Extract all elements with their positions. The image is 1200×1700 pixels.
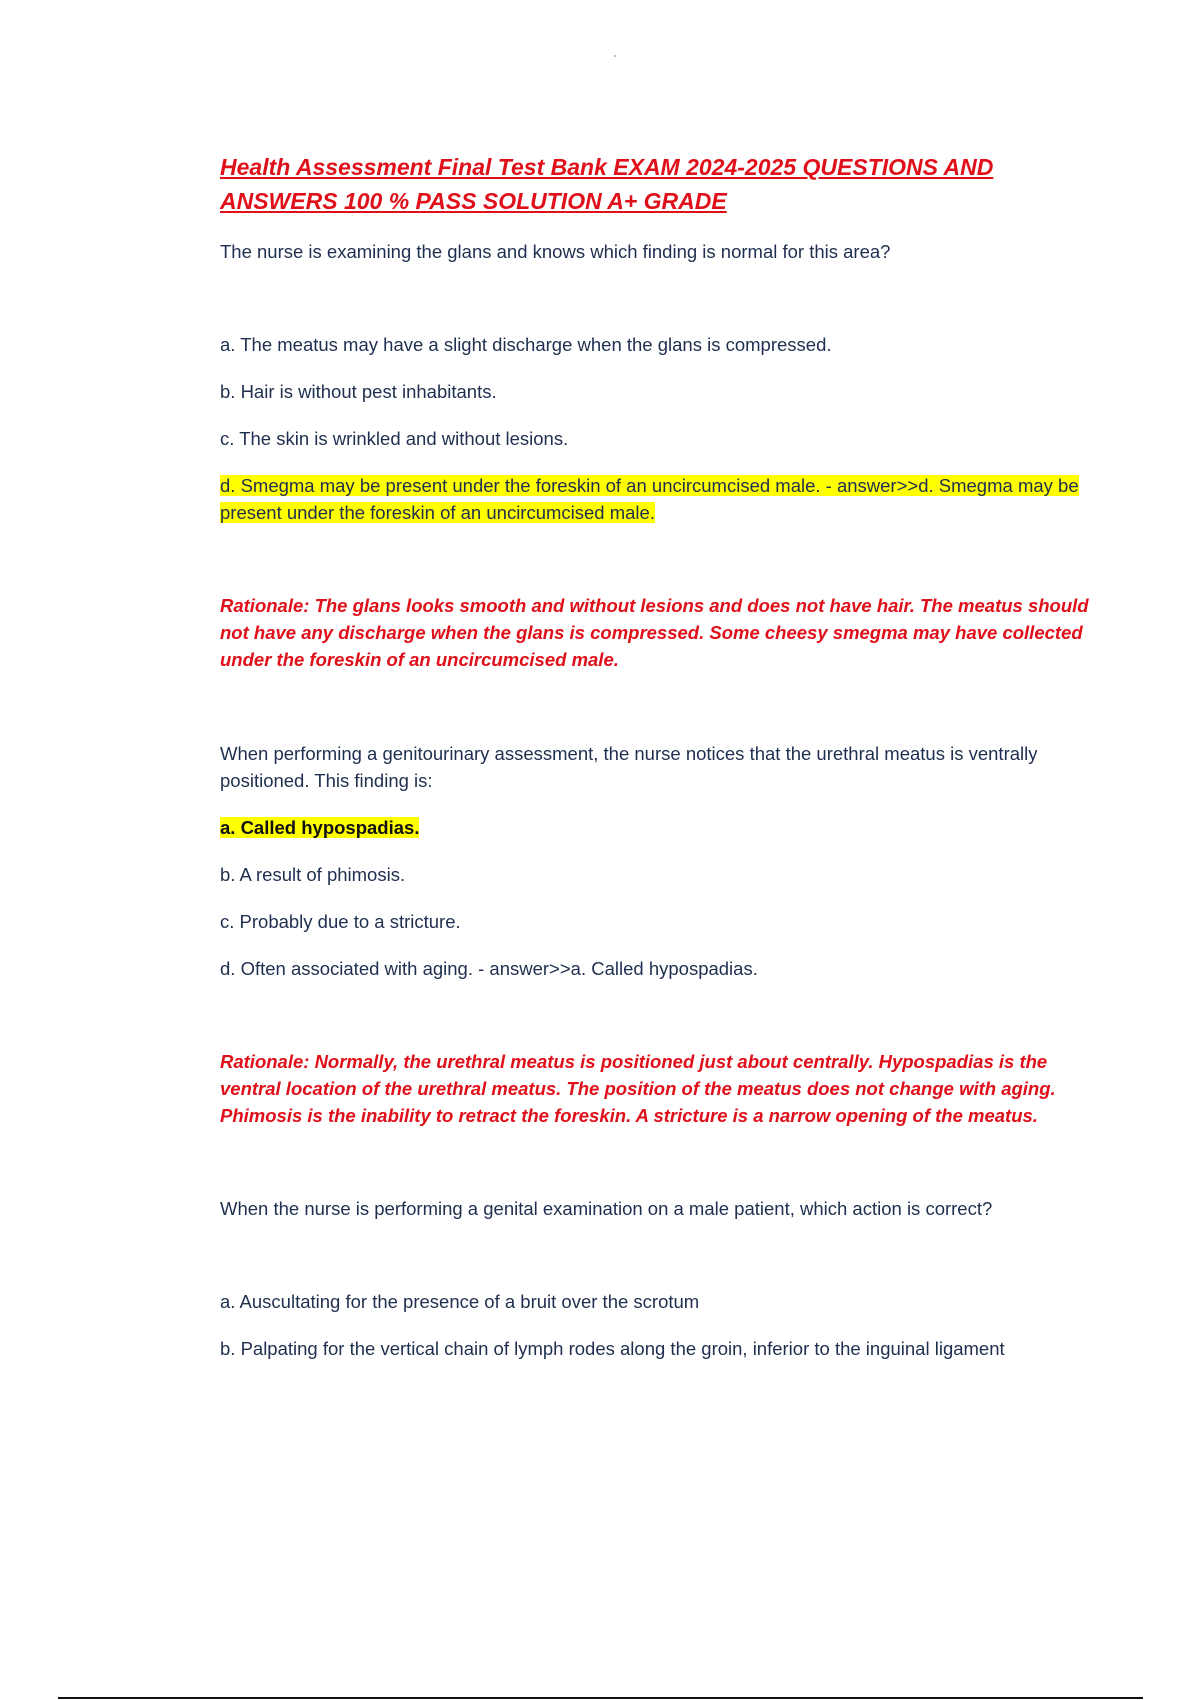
question-1-option-d-correct	[220, 472, 1090, 526]
scan-artifact-dot	[614, 55, 616, 57]
question-3-option-b: b. Palpating for the vertical chain of lymph rodes along the groin, inferior to the inguinal ligament	[220, 1338, 1005, 1359]
page-bottom-rule	[58, 1697, 1143, 1699]
question-2-option-b: b. A result of phimosis.	[220, 864, 406, 885]
answer-highlight: d. Smegma may be present under the foreskin of an uncircumcised male. - answer>>d. Smegma may be present under the foreskin of an uncircumcised male.	[220, 475, 1079, 523]
question-1-prompt: The nurse is examining the glans and knows which finding is normal for this area?	[220, 241, 891, 262]
question-2-option-c: c. Probably due to a stricture.	[220, 911, 461, 932]
question-1-option-c: c. The skin is wrinkled and without lesions.	[220, 428, 569, 449]
question-1-rationale: Rationale: The glans looks smooth and without lesions and does not have hair. The meatus should not have any discharge when the glans is compressed. Some cheesy smegma may have collected under the foreskin of an uncircumcised male.	[220, 595, 1089, 670]
question-1-option-b: b. Hair is without pest inhabitants.	[220, 381, 497, 402]
question-3-option-a: a. Auscultating for the presence of a bruit over the scrotum	[220, 1291, 700, 1312]
document-title: Health Assessment Final Test Bank EXAM 2024-2025 QUESTIONS AND ANSWERS 100 % PASS SOLUTION A+ GRADE	[220, 154, 994, 214]
question-2-rationale: Rationale: Normally, the urethral meatus is positioned just about centrally. Hypospadias is the ventral location of the urethral meatus. The position of the meatus does not change with aging. Phimosis is the inability to retract the foreskin. A stricture is a narrow opening of the meatus.	[220, 1051, 1056, 1126]
question-2-prompt: When performing a genitourinary assessment, the nurse notices that the urethral meatus is ventrally positioned. This finding is:	[220, 743, 1038, 791]
question-3-prompt: When the nurse is performing a genital examination on a male patient, which action is correct?	[220, 1198, 993, 1219]
question-2-option-a-correct	[220, 814, 1090, 841]
answer-highlight: a. Called hypospadias.	[220, 817, 420, 838]
question-2-option-d: d. Often associated with aging. - answer>>a. Called hypospadias.	[220, 958, 758, 979]
question-1-option-a: a. The meatus may have a slight discharge when the glans is compressed.	[220, 334, 832, 355]
document-content	[220, 150, 1090, 1362]
